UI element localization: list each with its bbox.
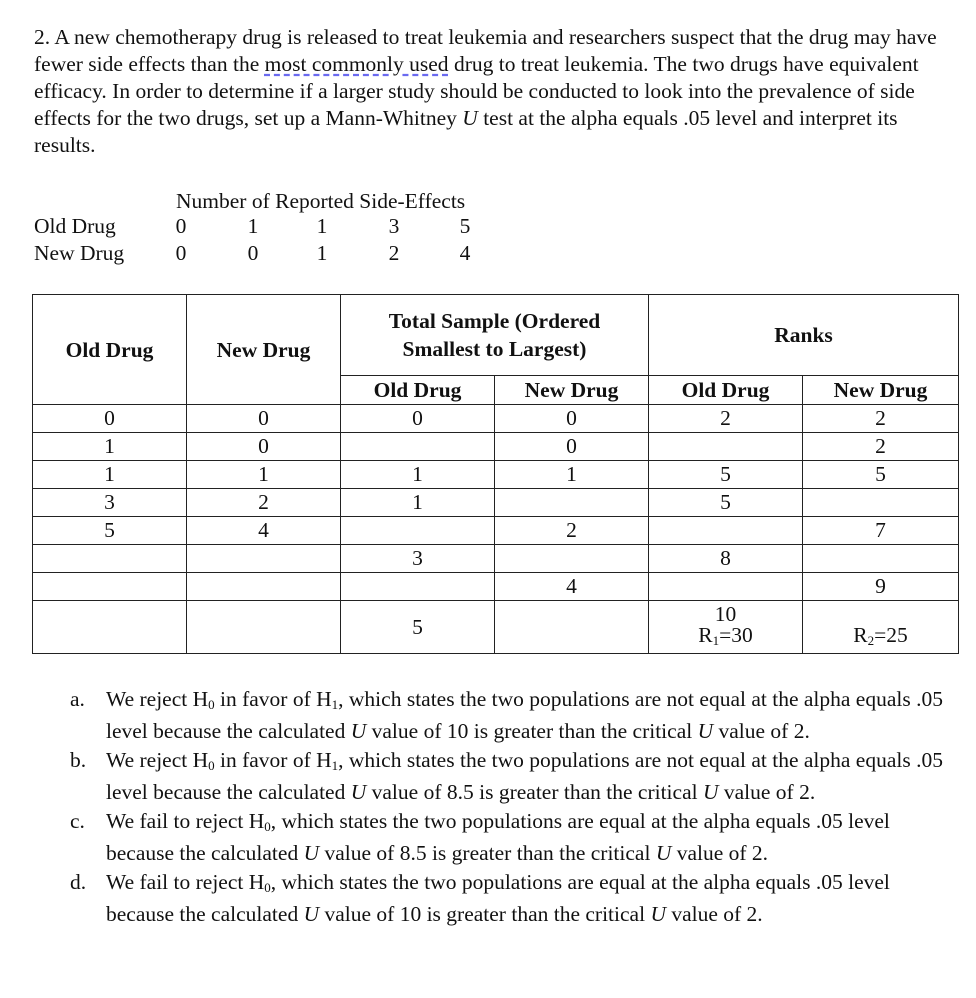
summary-value: 1 bbox=[247, 214, 259, 238]
text-cell bbox=[341, 433, 495, 461]
text-cell: 0 bbox=[187, 405, 341, 433]
text-cell bbox=[187, 573, 341, 601]
text-cell: 2 bbox=[187, 489, 341, 517]
text-cell: 5 bbox=[33, 517, 187, 545]
text-cell: 3 bbox=[33, 489, 187, 517]
text-cell bbox=[803, 545, 959, 573]
summary-value: 2 bbox=[388, 241, 400, 265]
summary-header: Number of Reported Side-Effects bbox=[176, 189, 466, 213]
rank-sum-new-cell bbox=[803, 601, 959, 654]
text-cell: 5 bbox=[649, 461, 803, 489]
text-cell: value of 8.5 is greater than the critical bbox=[319, 841, 656, 865]
text-cell: 5 bbox=[649, 489, 803, 517]
text-cell bbox=[341, 573, 495, 601]
summary-value: 5 bbox=[459, 214, 471, 238]
text-cell: 8 bbox=[649, 545, 803, 573]
text-cell: 1 bbox=[495, 461, 649, 489]
text-cell: value of 2. bbox=[665, 902, 763, 926]
text-cell: U bbox=[303, 841, 320, 865]
text-cell: , which states the two populations are not equal at the alpha equals .05 level because the calculated bbox=[106, 687, 943, 743]
summary-value: 0 bbox=[247, 241, 259, 265]
subheader-rank-new: New Drug bbox=[803, 376, 959, 405]
summary-value: 3 bbox=[388, 214, 400, 238]
rank-sum-new bbox=[853, 623, 907, 647]
text-cell: value of 2. bbox=[713, 719, 810, 743]
text-cell: 1 bbox=[33, 433, 187, 461]
text-cell: 1 bbox=[331, 697, 339, 712]
summary-value: 0 bbox=[175, 241, 187, 265]
table-row bbox=[33, 405, 959, 433]
table-row bbox=[33, 573, 959, 601]
text-cell: in favor of H bbox=[214, 687, 332, 711]
text-cell: 5 bbox=[341, 601, 495, 654]
summary-value: 1 bbox=[316, 214, 328, 238]
text-cell: U bbox=[655, 841, 672, 865]
subheader-total-new: New Drug bbox=[495, 376, 649, 405]
text-cell bbox=[187, 545, 341, 573]
text-cell bbox=[803, 489, 959, 517]
text-cell: 2 bbox=[495, 517, 649, 545]
text-cell: U bbox=[303, 902, 320, 926]
text-cell: , which states the two populations are equal at the alpha equals .05 level because the calculated bbox=[106, 809, 890, 865]
text-cell: 1 bbox=[341, 461, 495, 489]
text-cell: c. bbox=[70, 809, 85, 833]
text-cell: 4 bbox=[187, 517, 341, 545]
text-cell bbox=[649, 433, 803, 461]
text-cell: U bbox=[650, 902, 666, 926]
text-cell: 2 bbox=[867, 633, 875, 648]
text-cell: 2. A new chemotherapy drug is released to treat leukemia and researchers suspect that the drug may have fewer side effects than the bbox=[34, 25, 937, 76]
text-cell: U bbox=[697, 719, 714, 743]
text-cell: We reject H bbox=[106, 748, 209, 772]
text-cell: 4 bbox=[495, 573, 649, 601]
table-cell bbox=[187, 601, 341, 654]
text-cell: 1 bbox=[187, 461, 341, 489]
text-cell: test at the alpha equals .05 level and interpret its results. bbox=[34, 106, 898, 157]
rank-sum-old-cell bbox=[649, 601, 803, 654]
table-cell bbox=[495, 601, 649, 654]
rank-table-header-row bbox=[33, 295, 959, 376]
text-cell: 0 bbox=[208, 697, 215, 712]
text-cell: 0 bbox=[341, 405, 495, 433]
text-cell: U bbox=[462, 106, 478, 130]
text-cell: 1 bbox=[331, 758, 339, 773]
header-old-drug: Old Drug bbox=[33, 295, 187, 405]
text-cell: value of 2. bbox=[718, 780, 816, 804]
text-cell: value of 10 is greater than the critical bbox=[319, 902, 651, 926]
text-cell bbox=[33, 545, 187, 573]
text-cell: We fail to reject H bbox=[106, 809, 265, 833]
summary-row-label-new: New Drug bbox=[34, 241, 125, 265]
option-c bbox=[70, 808, 960, 867]
text-cell: drug to treat leukemia. The two drugs have equivalent efficacy. In order to determine if a larger study should be conducted to look into the prevalence of side effects for the two drugs, set up a Mann-Whitney bbox=[34, 52, 919, 130]
summary-value: 4 bbox=[459, 241, 471, 265]
table-row bbox=[33, 545, 959, 573]
option-a bbox=[70, 686, 960, 745]
text-cell: 0 bbox=[495, 433, 649, 461]
text-cell: 0 bbox=[208, 758, 215, 773]
text-cell bbox=[341, 517, 495, 545]
answer-options bbox=[70, 686, 960, 930]
text-cell: 1 bbox=[33, 461, 187, 489]
table-row bbox=[33, 517, 959, 545]
text-cell: 0 bbox=[33, 405, 187, 433]
text-cell: d. bbox=[70, 870, 87, 894]
text-cell: We fail to reject H bbox=[106, 870, 265, 894]
table-cell bbox=[33, 601, 187, 654]
text-cell: =30 bbox=[719, 622, 753, 647]
text-cell bbox=[649, 573, 803, 601]
text-cell: 1 bbox=[712, 632, 720, 648]
underlined-phrase: most commonly used bbox=[264, 52, 449, 76]
question-text bbox=[34, 24, 959, 159]
text-cell bbox=[495, 545, 649, 573]
text-cell: 2 bbox=[803, 405, 959, 433]
text-cell: U bbox=[350, 719, 367, 743]
text-cell bbox=[649, 517, 803, 545]
subheader-rank-old: Old Drug bbox=[649, 376, 803, 405]
text-cell: value of 2. bbox=[671, 841, 769, 865]
text-cell: U bbox=[702, 780, 719, 804]
text-cell: 2 bbox=[649, 405, 803, 433]
option-d bbox=[70, 869, 960, 928]
summary-value: 1 bbox=[316, 241, 328, 265]
header-ranks: Ranks bbox=[649, 295, 959, 376]
text-cell: R bbox=[698, 622, 713, 647]
text-cell bbox=[33, 573, 187, 601]
text-cell: , which states the two populations are equal at the alpha equals .05 level because the calculated bbox=[106, 870, 890, 926]
table-row-last bbox=[33, 601, 959, 654]
text-cell: U bbox=[350, 780, 367, 804]
text-cell: 0 bbox=[495, 405, 649, 433]
summary-value: 0 bbox=[175, 214, 187, 238]
text-cell: 1 bbox=[341, 489, 495, 517]
header-total-sample: Total Sample (Ordered Smallest to Largest) bbox=[341, 295, 649, 376]
text-cell: , which states the two populations are not equal at the alpha equals .05 level because the calculated bbox=[106, 748, 943, 804]
text-cell: in favor of H bbox=[214, 748, 332, 772]
text-cell: 7 bbox=[803, 517, 959, 545]
table-row bbox=[33, 489, 959, 517]
text-cell: 2 bbox=[803, 433, 959, 461]
text-cell: 5 bbox=[803, 461, 959, 489]
text-cell: 9 bbox=[803, 573, 959, 601]
rank-table bbox=[32, 294, 959, 654]
text-cell bbox=[495, 489, 649, 517]
text-cell: We reject H bbox=[106, 687, 209, 711]
text-cell: 0 bbox=[264, 819, 271, 834]
table-row bbox=[33, 461, 959, 489]
text-cell: value of 10 is greater than the critical bbox=[366, 719, 698, 743]
text-cell: 0 bbox=[264, 880, 271, 895]
text-cell: value of 8.5 is greater than the critical bbox=[366, 780, 703, 804]
text-cell: =25 bbox=[874, 623, 908, 647]
text-cell: 10 bbox=[714, 601, 737, 626]
text-cell: b. bbox=[70, 748, 87, 772]
summary-row-label-old: Old Drug bbox=[34, 214, 116, 238]
subheader-total-old: Old Drug bbox=[341, 376, 495, 405]
text-cell: a. bbox=[70, 687, 85, 711]
option-b bbox=[70, 747, 960, 806]
table-row bbox=[33, 433, 959, 461]
text-cell: 3 bbox=[341, 545, 495, 573]
text-cell: 0 bbox=[187, 433, 341, 461]
header-new-drug: New Drug bbox=[187, 295, 341, 405]
text-cell: R bbox=[853, 623, 868, 647]
rank-sum-old bbox=[698, 623, 752, 647]
